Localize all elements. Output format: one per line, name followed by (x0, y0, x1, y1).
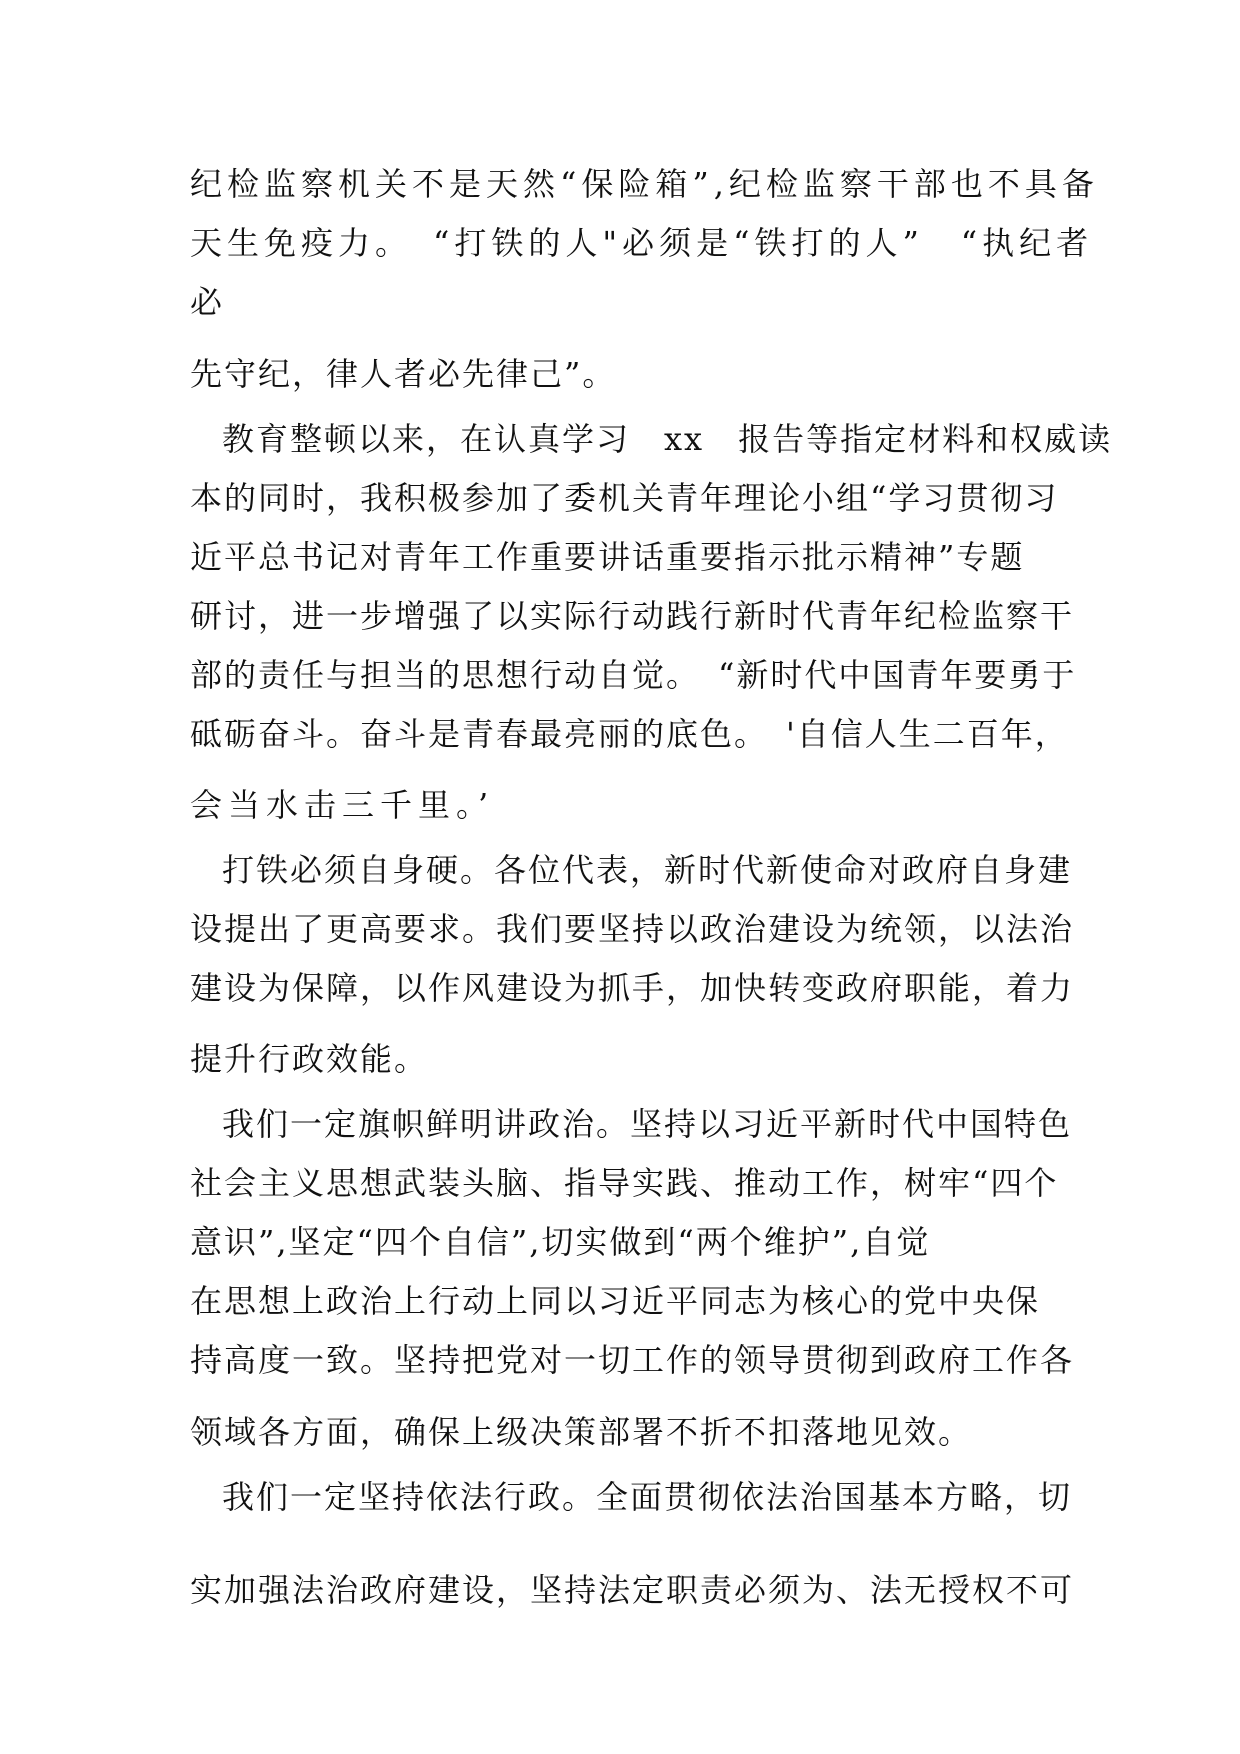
text-line: 教育整顿以来，在认真学习 xx 报告等指定材料和权威读 (222, 420, 1113, 458)
text-line: 设提出了更高要求。我们要坚持以政治建设为统领，以法治 (190, 910, 1075, 948)
text-line: 我们一定坚持依法行政。全面贯彻依法治国基本方略，切 (222, 1478, 1073, 1516)
text-line: 我们一定旗帜鲜明讲政治。坚持以习近平新时代中国特色 (222, 1105, 1073, 1143)
text-line: 实加强法治政府建设，坚持法定职责必须为、法无授权不可 (190, 1571, 1075, 1609)
text-line: 纪检监察机关不是天然“保险箱”,纪检监察干部也不具备 (190, 165, 1099, 203)
text-line: 研讨，进一步增强了以实际行动践行新时代青年纪检监察干 (190, 597, 1075, 635)
text-line: 社会主义思想武装头脑、指导实践、推动工作，树牢“四个 (190, 1164, 1059, 1202)
text-line: 建设为保障，以作风建设为抓手，加快转变政府职能，着力 (190, 969, 1075, 1007)
text-line: 打铁必须自身硬。各位代表，新时代新使命对政府自身建 (222, 851, 1073, 889)
text-line: 会当水击三千里。’ (190, 786, 495, 824)
text-line: 必 (190, 283, 223, 321)
text-line: 本的同时，我积极参加了委机关青年理论小组“学习贯彻习 (190, 479, 1059, 517)
text-line: 部的责任与担当的思想行动自觉。 “新时代中国青年要勇于 (190, 656, 1077, 694)
text-line: 意识”,坚定“四个自信”,切实做到“两个维护”,自觉 (190, 1223, 931, 1261)
text-line: 砥砺奋斗。奋斗是青春最亮丽的底色。 '自信人生二百年， (190, 715, 1069, 753)
text-line: 近平总书记对青年工作重要讲话重要指示批示精神”专题 (190, 538, 1025, 576)
text-line: 天生免疫力。 “打铁的人"必须是“铁打的人” “执纪者 (190, 224, 1094, 262)
text-line: 持高度一致。坚持把党对一切工作的领导贯彻到政府工作各 (190, 1341, 1075, 1379)
text-line: 领域各方面，确保上级决策部署不折不扣落地见效。 (190, 1413, 973, 1451)
text-line: 在思想上政治上行动上同以习近平同志为核心的党中央保 (190, 1282, 1041, 1320)
text-line: 提升行政效能。 (190, 1040, 429, 1078)
text-line: 先守纪，律人者必先律己”。 (190, 355, 617, 393)
